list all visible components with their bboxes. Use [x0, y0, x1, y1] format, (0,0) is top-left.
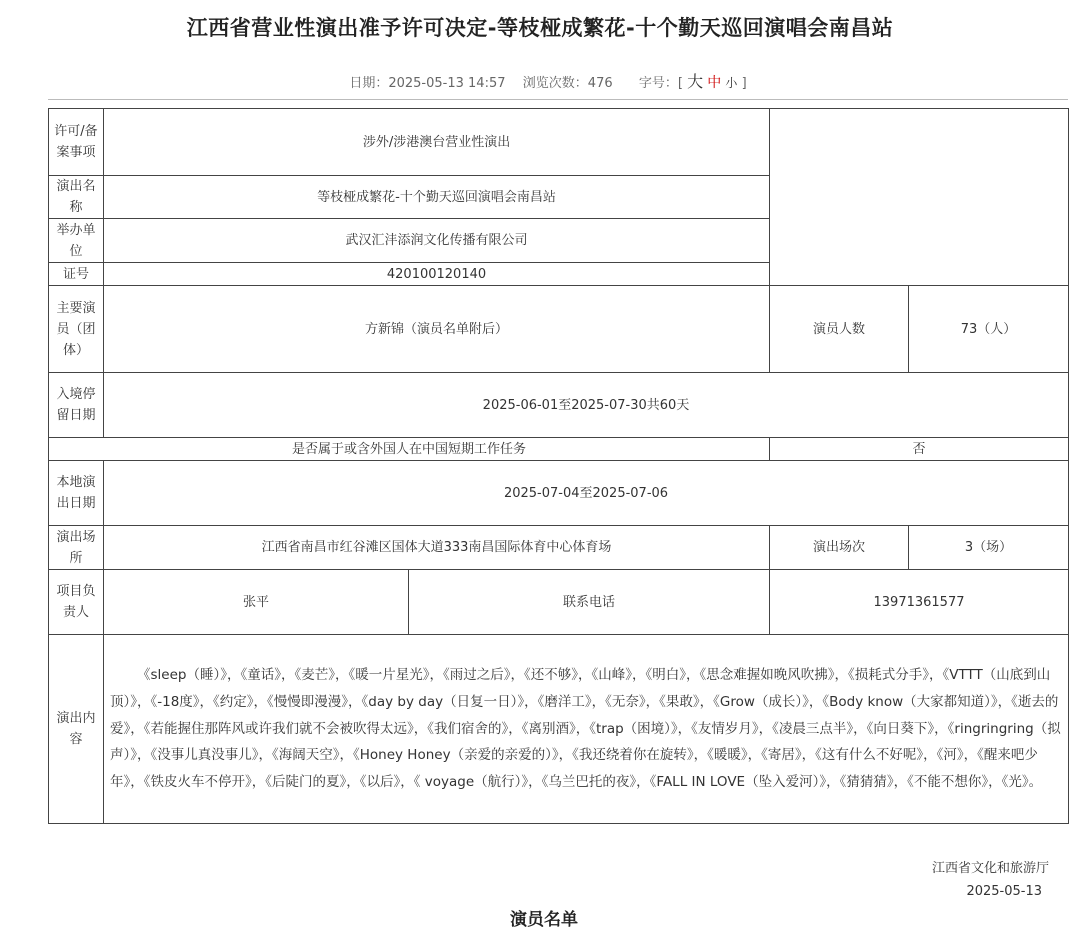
cert-value: 420100120140	[104, 263, 770, 286]
views-value: 476	[587, 76, 613, 91]
font-size-label: 字号：[	[638, 76, 683, 91]
performer-list-heading: 演员名单	[510, 910, 578, 930]
lead-label: 项目负责人	[49, 570, 104, 635]
lead-value: 张平	[104, 570, 409, 635]
issuer-name: 江西省文化和旅游厅	[931, 861, 1049, 876]
table-row	[49, 109, 1069, 176]
date-label: 日期：	[349, 76, 389, 91]
phone-label: 联系电话	[409, 570, 770, 635]
cert-label: 证号	[49, 263, 104, 286]
local-date-value: 2025-07-04至2025-07-06	[104, 461, 1069, 526]
foreign-work-label: 是否属于或含外国人在中国短期工作任务	[49, 438, 770, 461]
table-row	[49, 438, 1069, 461]
table-row	[49, 570, 1069, 635]
show-count-value: 3（场）	[909, 526, 1069, 570]
stay-date-label: 入境停留日期	[49, 373, 104, 438]
main-performer-label: 主要演员（团体）	[49, 286, 104, 373]
performer-count-value: 73（人）	[909, 286, 1069, 373]
table-row	[49, 286, 1069, 373]
content-value: 《sleep（睡）》，《童话》，《麦芒》，《暖一片星光》，《雨过之后》，《还不够》，《山峰》，《明白》，《思念难握如晚风吹拂》，《损耗式分手》，《VTTT（山底到山顶）》，《-18度》，《约定》，《慢慢即漫漫》，《day by day（日复一日）》，《磨洋工》，《无奈》，《果敢》，《Grow（成长）》，《Body know（大家都知道）》，《逝去的爱》，《若能握住那阵风或许我们就不会被吹得太远》，《我们宿舍的》，《离别酒》，《trap（困境）》，《友情岁月》，《凌晨三点半》，《向日葵下》，《ringringring（拟声）》，《没事儿真没事儿》，《海阔天空》，《Honey Honey（亲爱的亲爱的）》，《我还绕着你在旋转》，《暖暖》，《寄居》，《这有什么不好呢》，《河》，《醒来吧少年》，《铁皮火车不停开》，《后陡门的夏》，《以后》，《 voyage（航行）》，《乌兰巴托的夜》，《FALL IN LOVE（坠入爱河）》，《猜猜猜》，《不能不想你》，《光》。	[104, 635, 1069, 824]
name-label: 演出名称	[49, 176, 104, 219]
org-label: 举办单位	[49, 219, 104, 263]
date-value: 2025-05-13 14:57	[388, 76, 506, 91]
show-count-label: 演出场次	[770, 526, 909, 570]
views-label: 浏览次数：	[522, 76, 588, 91]
article-meta	[0, 69, 1080, 92]
header-divider	[48, 99, 1068, 100]
venue-label: 演出场所	[49, 526, 104, 570]
blank-cell	[770, 109, 1069, 286]
name-value: 等枝桠成繁花-十个勤天巡回演唱会南昌站	[104, 176, 770, 219]
issue-date: 2025-05-13	[966, 884, 1042, 899]
font-size-small-button[interactable]: 小	[725, 76, 738, 90]
phone-value: 13971361577	[770, 570, 1069, 635]
table-row	[49, 635, 1069, 824]
content-label: 演出内容	[49, 635, 104, 824]
font-size-large-button[interactable]: 大	[687, 72, 704, 91]
page-title: 江西省营业性演出准予许可决定-等枝桠成繁花-十个勤天巡回演唱会南昌站	[186, 16, 894, 40]
table-row	[49, 526, 1069, 570]
venue-value: 江西省南昌市红谷滩区国体大道333南昌国际体育中心体育场	[104, 526, 770, 570]
item-label: 许可/备案事项	[49, 109, 104, 176]
stay-date-value: 2025-06-01至2025-07-30共60天	[104, 373, 1069, 438]
org-value: 武汉汇沣添润文化传播有限公司	[104, 219, 770, 263]
local-date-label: 本地演出日期	[49, 461, 104, 526]
performer-count-label: 演员人数	[770, 286, 909, 373]
font-size-close: ]	[741, 76, 747, 91]
font-size-medium-button[interactable]: 中	[707, 75, 722, 91]
main-performer-value: 方新锦（演员名单附后）	[104, 286, 770, 373]
table-row	[49, 373, 1069, 438]
table-row	[49, 461, 1069, 526]
foreign-work-value: 否	[770, 438, 1069, 461]
item-value: 涉外/涉港澳台营业性演出	[104, 109, 770, 176]
permit-table	[48, 108, 1069, 824]
